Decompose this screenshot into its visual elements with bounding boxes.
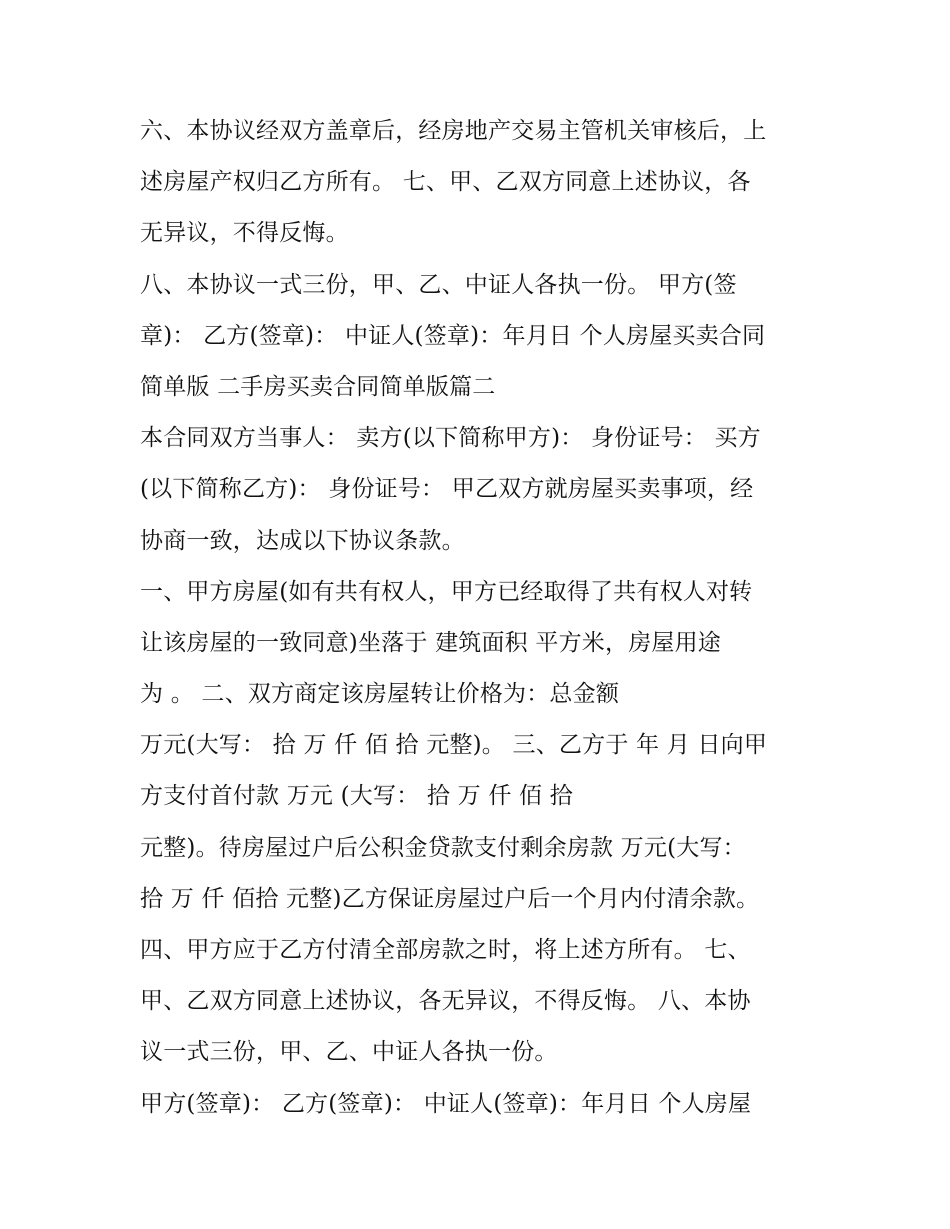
text-line: 为 。 二、双方商定该房屋转让价格为：总金额	[140, 681, 620, 708]
text-line: 甲、乙双方同意上述协议，各无异议，不得反悔。 八、本协	[140, 988, 751, 1015]
text-line: 协商一致，达成以下协议条款。	[140, 527, 465, 554]
text-line: 无异议，不得反悔。	[140, 220, 349, 247]
text-line: 拾 万 仟 佰拾 元整)乙方保证房屋过户后一个月内付清余款。	[140, 885, 760, 912]
text-line: (以下简称乙方)： 身份证号： 甲乙双方就房屋买卖事项，经	[140, 476, 754, 503]
text-line: 元整)。待房屋过户后公积金贷款支付剩余房款 万元(大写：	[140, 834, 746, 861]
text-line: 六、本协议经双方盖章后，经房地产交易主管机关审核后，上	[140, 118, 767, 144]
text-line: 八、本协议一式三份，甲、乙、中证人各执一份。 甲方(签	[140, 271, 737, 298]
text-line: 议一式三份，甲、乙、中证人各执一份。	[140, 1039, 558, 1066]
text-line: 让该房屋的一致同意)坐落于 建筑面积 平方米，房屋用途	[140, 629, 721, 656]
text-line: 万元(大写： 拾 万 仟 佰 拾 元整)。 三、乙方于 年 月 日向甲	[140, 732, 768, 759]
text-line: 方支付首付款 万元 (大写： 拾 万 仟 佰 拾	[140, 783, 573, 810]
text-line: 四、甲方应于乙方付清全部房款之时，将上述方所有。 七、	[140, 937, 751, 963]
text-line: 章)： 乙方(签章)： 中证人(签章)：年月日 个人房屋买卖合同	[140, 322, 766, 349]
text-line: 述房屋产权归乙方所有。 七、甲、乙双方同意上述协议，各	[140, 169, 751, 196]
text-line: 简单版 二手房买卖合同简单版篇二	[140, 373, 496, 400]
text-line: 甲方(签章)： 乙方(签章)： 中证人(签章)：年月日 个人房屋	[140, 1090, 752, 1117]
text-line: 一、甲方房屋(如有共有权人，甲方已经取得了共有权人对转	[140, 578, 753, 605]
document-body	[140, 106, 830, 1130]
text-line: 本合同双方当事人： 卖方(以下简称甲方)： 身份证号： 买方	[140, 425, 761, 452]
